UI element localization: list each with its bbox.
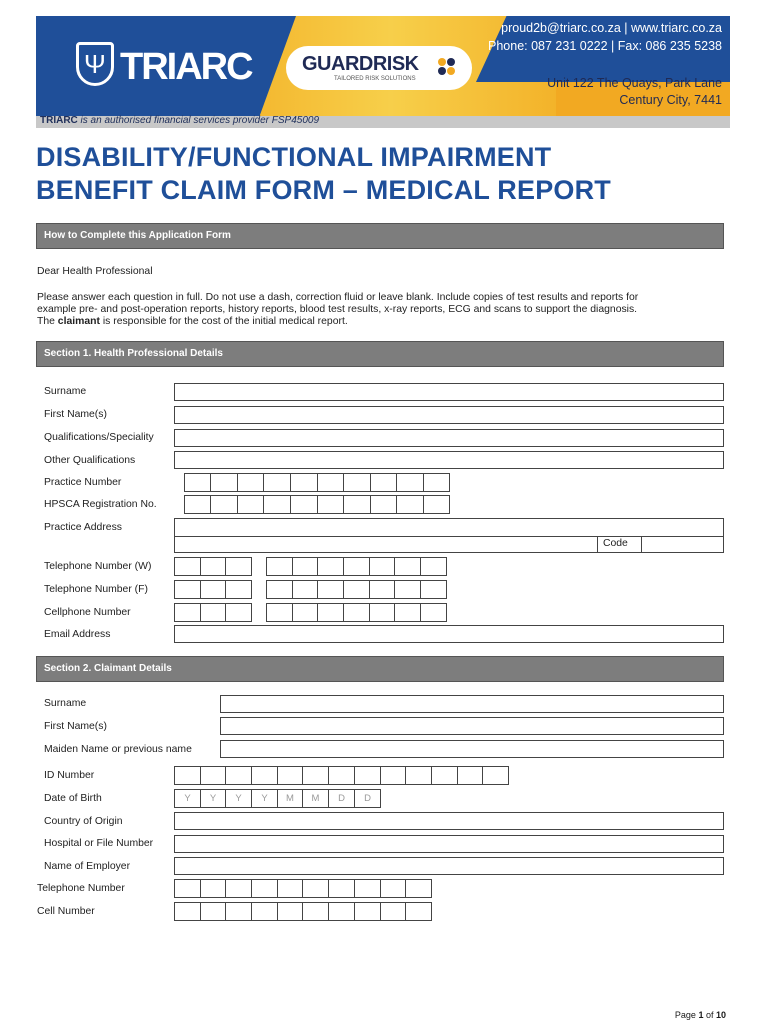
practice-number-boxes[interactable] <box>184 473 450 492</box>
employer-field[interactable] <box>174 857 724 875</box>
digit-box[interactable] <box>406 880 432 897</box>
practice-address-field[interactable] <box>174 518 724 553</box>
digit-box[interactable] <box>318 558 344 575</box>
triarc-shield-logo: Ψ <box>76 42 114 86</box>
digit-box[interactable] <box>201 767 226 784</box>
digit-box[interactable] <box>381 767 406 784</box>
claimant-cell-boxes[interactable] <box>174 902 432 921</box>
digit-box[interactable] <box>344 496 371 513</box>
tel-w-number-boxes[interactable] <box>266 557 447 576</box>
instructions-line2: example pre- and post-operation reports, history reports, blood test results, x-ray reports, ECG and scans to support the diagnosis. <box>37 304 638 315</box>
digit-box[interactable] <box>303 880 329 897</box>
digit-box[interactable] <box>238 474 264 491</box>
hospital-file-label: Hospital or File Number <box>44 838 154 849</box>
dob-month-box[interactable]: M <box>278 790 303 807</box>
hpsca-label: HPSCA Registration No. <box>44 499 157 510</box>
address-line1: Unit 122 The Quays, Park Lane <box>547 76 722 90</box>
digit-box[interactable] <box>303 767 329 784</box>
dob-year-box[interactable]: Y <box>252 790 278 807</box>
digit-box[interactable] <box>264 474 291 491</box>
digit-box[interactable] <box>483 767 509 784</box>
tel-w-label: Telephone Number (W) <box>44 561 152 572</box>
digit-box[interactable] <box>293 581 318 598</box>
digit-box[interactable] <box>395 604 421 621</box>
section1-heading-bar: Section 1. Health Professional Details <box>36 341 724 367</box>
digit-box[interactable] <box>278 767 303 784</box>
digit-box[interactable] <box>201 903 226 920</box>
digit-box[interactable] <box>371 496 397 513</box>
email-web-text: proud2b@triarc.co.za | www.triarc.co.za <box>501 21 722 35</box>
dob-year-box[interactable]: Y <box>201 790 226 807</box>
digit-box[interactable] <box>397 474 424 491</box>
dob-day-box[interactable]: D <box>355 790 381 807</box>
fsp-notice: TRIARC is an authorised financial services provider FSP45009 <box>40 115 320 126</box>
digit-box[interactable] <box>344 581 370 598</box>
digit-box[interactable] <box>278 903 303 920</box>
dob-year-box[interactable]: Y <box>226 790 252 807</box>
digit-box[interactable] <box>175 558 201 575</box>
practice-address-label: Practice Address <box>44 522 122 533</box>
section2-heading-bar: Section 2. Claimant Details <box>36 656 724 682</box>
claimant-first-names-label: First Name(s) <box>44 721 107 732</box>
tel-f-number-boxes[interactable] <box>266 580 447 599</box>
digit-box[interactable] <box>397 496 424 513</box>
page-number: Page 1 of 10 <box>674 1010 726 1020</box>
digit-box[interactable] <box>175 581 201 598</box>
digit-box[interactable] <box>267 604 293 621</box>
digit-box[interactable] <box>226 558 252 575</box>
instructions-line1: Please answer each question in full. Do not use a dash, correction fluid or leave blank. Include copies of test results and reports for <box>37 292 639 303</box>
cellphone-prefix-boxes[interactable] <box>174 603 252 622</box>
digit-box[interactable] <box>185 474 211 491</box>
digit-box[interactable] <box>185 496 211 513</box>
digit-box[interactable] <box>395 558 421 575</box>
digit-box[interactable] <box>291 496 318 513</box>
header-banner <box>36 16 730 128</box>
claimant-telephone-label: Telephone Number <box>37 883 125 894</box>
digit-box[interactable] <box>211 496 238 513</box>
digit-box[interactable] <box>344 474 371 491</box>
digit-box[interactable] <box>329 880 355 897</box>
digit-box[interactable] <box>421 604 447 621</box>
hp-first-names-field[interactable] <box>174 406 724 424</box>
digit-box[interactable] <box>318 496 344 513</box>
other-qualifications-field[interactable] <box>174 451 724 469</box>
digit-box[interactable] <box>424 496 450 513</box>
digit-box[interactable] <box>355 880 381 897</box>
digit-box[interactable] <box>252 903 278 920</box>
email-label: Email Address <box>44 629 111 640</box>
country-field[interactable] <box>174 812 724 830</box>
digit-box[interactable] <box>226 604 252 621</box>
digit-box[interactable] <box>293 558 318 575</box>
digit-box[interactable] <box>211 474 238 491</box>
digit-box[interactable] <box>370 558 395 575</box>
digit-box[interactable] <box>201 558 226 575</box>
digit-box[interactable] <box>381 903 406 920</box>
greeting: Dear Health Professional <box>37 266 153 277</box>
digit-box[interactable] <box>318 474 344 491</box>
digit-box[interactable] <box>175 903 201 920</box>
triarc-logo-text: TRIARC <box>120 46 252 88</box>
digit-box[interactable] <box>406 903 432 920</box>
digit-box[interactable] <box>370 581 395 598</box>
digit-box[interactable] <box>175 604 201 621</box>
digit-box[interactable] <box>175 767 201 784</box>
form-title-line2: BENEFIT CLAIM FORM – MEDICAL REPORT <box>36 175 612 205</box>
other-qualifications-label: Other Qualifications <box>44 455 136 466</box>
digit-box[interactable] <box>201 604 226 621</box>
digit-box[interactable] <box>238 496 264 513</box>
digit-box[interactable] <box>267 558 293 575</box>
digit-box[interactable] <box>278 880 303 897</box>
how-to-heading-bar: How to Complete this Application Form <box>36 223 724 249</box>
qualifications-label: Qualifications/Speciality <box>44 432 154 443</box>
claimant-telephone-boxes[interactable] <box>174 879 432 898</box>
digit-box[interactable] <box>355 903 381 920</box>
claimant-cell-label: Cell Number <box>37 906 95 917</box>
digit-box[interactable] <box>432 767 458 784</box>
digit-box[interactable] <box>424 474 450 491</box>
tel-f-label: Telephone Number (F) <box>44 584 148 595</box>
digit-box[interactable] <box>370 604 395 621</box>
dob-year-box[interactable]: Y <box>175 790 201 807</box>
claimant-surname-field[interactable] <box>220 695 724 713</box>
hospital-file-field[interactable] <box>174 835 724 853</box>
digit-box[interactable] <box>421 558 447 575</box>
digit-box[interactable] <box>201 880 226 897</box>
country-label: Country of Origin <box>44 816 123 827</box>
digit-box[interactable] <box>381 880 406 897</box>
digit-box[interactable] <box>303 903 329 920</box>
digit-box[interactable] <box>355 767 381 784</box>
guardrisk-dots-icon <box>438 58 458 78</box>
dob-day-box[interactable]: D <box>329 790 355 807</box>
email-field[interactable] <box>174 625 724 643</box>
hp-surname-field[interactable] <box>174 383 724 401</box>
digit-box[interactable] <box>406 767 432 784</box>
instructions-line3: The claimant is responsible for the cost of the initial medical report. <box>37 316 348 327</box>
digit-box[interactable] <box>458 767 483 784</box>
digit-box[interactable] <box>329 767 355 784</box>
digit-box[interactable] <box>226 581 252 598</box>
digit-box[interactable] <box>267 581 293 598</box>
practice-number-label: Practice Number <box>44 477 122 488</box>
dob-boxes[interactable] <box>174 789 381 808</box>
digit-box[interactable] <box>395 581 421 598</box>
phone-fax-text: Phone: 087 231 0222 | Fax: 086 235 5238 <box>488 39 722 53</box>
digit-box[interactable] <box>201 581 226 598</box>
postal-code-label: Code <box>603 538 628 549</box>
digit-box[interactable] <box>421 581 447 598</box>
digit-box[interactable] <box>344 558 370 575</box>
digit-box[interactable] <box>344 604 370 621</box>
maiden-name-label: Maiden Name or previous name <box>44 744 192 755</box>
digit-box[interactable] <box>291 474 318 491</box>
digit-box[interactable] <box>329 903 355 920</box>
form-title-line1: DISABILITY/FUNCTIONAL IMPAIRMENT <box>36 142 552 172</box>
digit-box[interactable] <box>264 496 291 513</box>
tel-w-area-boxes[interactable] <box>174 557 252 576</box>
tel-f-area-boxes[interactable] <box>174 580 252 599</box>
digit-box[interactable] <box>226 767 252 784</box>
digit-box[interactable] <box>293 604 318 621</box>
employer-label: Name of Employer <box>44 861 131 872</box>
id-number-label: ID Number <box>44 770 95 781</box>
digit-box[interactable] <box>175 880 201 897</box>
digit-box[interactable] <box>252 880 278 897</box>
digit-box[interactable] <box>371 474 397 491</box>
guardrisk-logo: GUARDRISK TAILORED RISK SOLUTIONS <box>286 46 472 90</box>
address-line2: Century City, 7441 <box>619 93 722 107</box>
digit-box[interactable] <box>318 604 344 621</box>
digit-box[interactable] <box>226 880 252 897</box>
qualifications-field[interactable] <box>174 429 724 447</box>
hpsca-boxes[interactable] <box>184 495 450 514</box>
claimant-surname-label: Surname <box>44 698 87 709</box>
hp-first-names-label: First Name(s) <box>44 409 107 420</box>
id-number-boxes[interactable] <box>174 766 509 785</box>
dob-month-box[interactable]: M <box>303 790 329 807</box>
cellphone-label: Cellphone Number <box>44 607 131 618</box>
dob-label: Date of Birth <box>44 793 102 804</box>
claimant-first-names-field[interactable] <box>220 717 724 735</box>
maiden-name-field[interactable] <box>220 740 724 758</box>
digit-box[interactable] <box>226 903 252 920</box>
digit-box[interactable] <box>252 767 278 784</box>
cellphone-number-boxes[interactable] <box>266 603 447 622</box>
hp-surname-label: Surname <box>44 386 87 397</box>
digit-box[interactable] <box>318 581 344 598</box>
